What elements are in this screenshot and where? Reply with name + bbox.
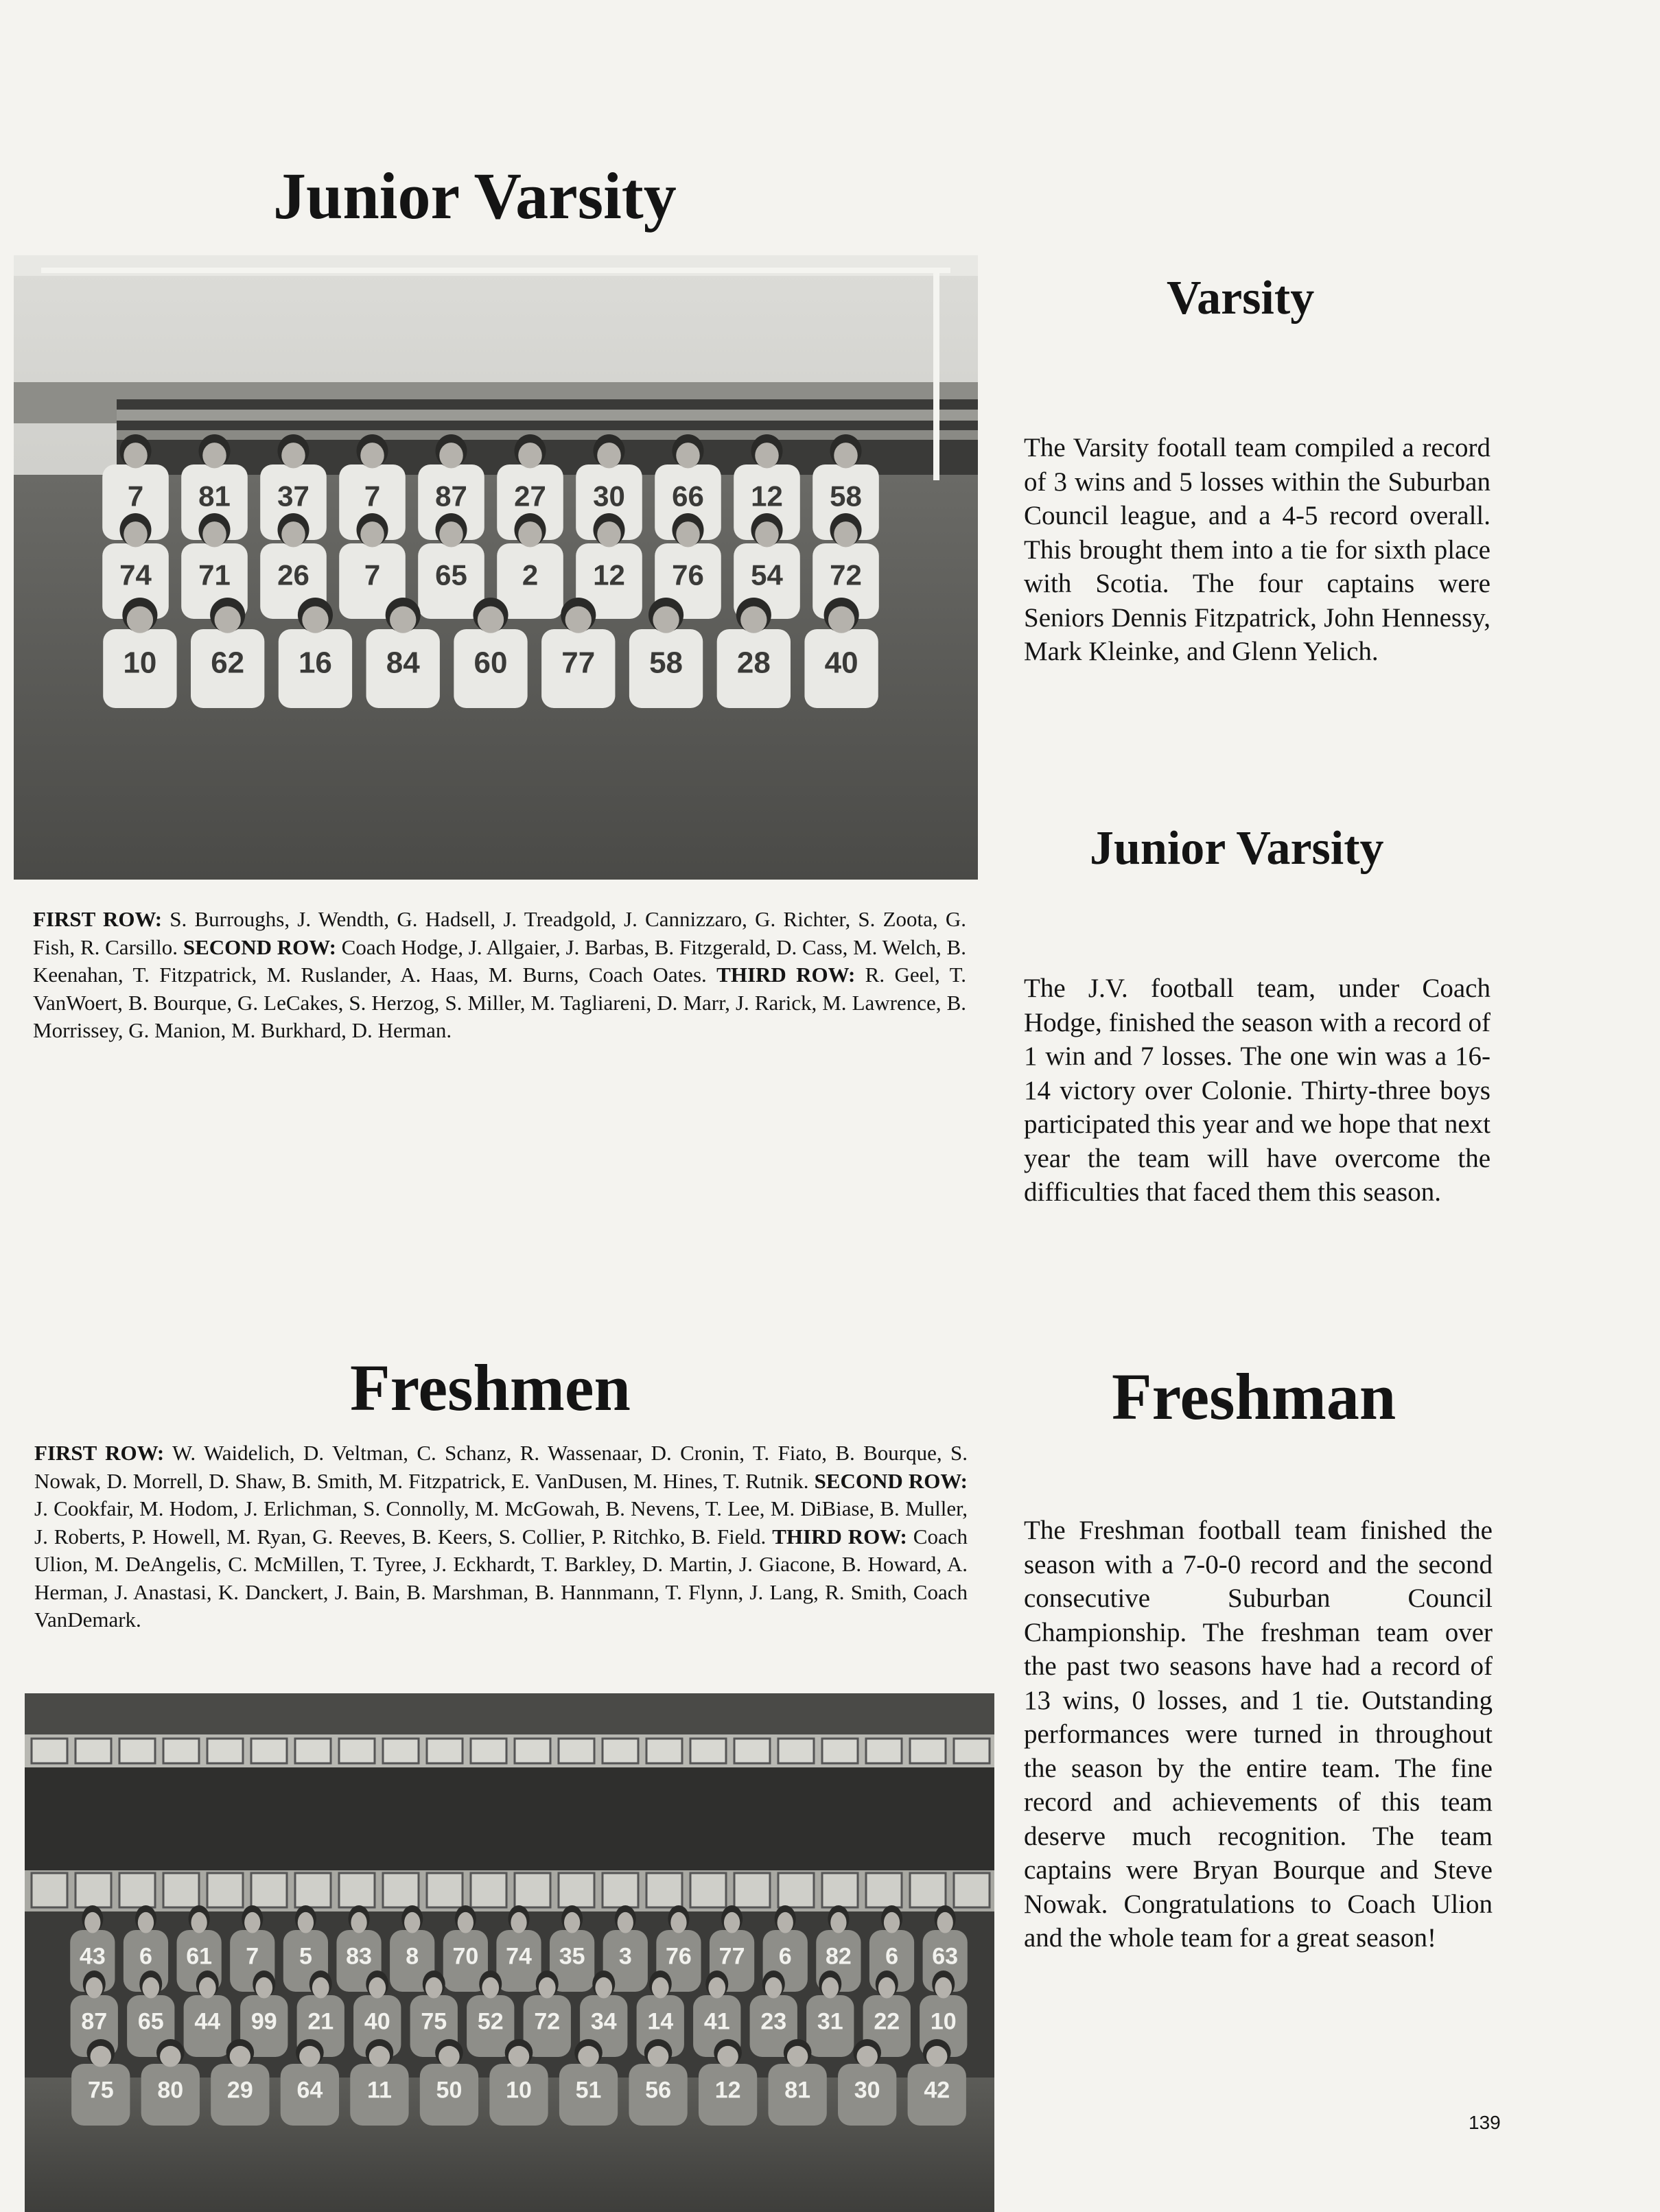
jersey-number: 87 xyxy=(81,2008,108,2035)
jersey-number: 56 xyxy=(645,2077,671,2104)
jv-photo-caption xyxy=(33,906,966,1045)
jersey-number: 81 xyxy=(784,2077,811,2104)
freshmen-photo-heading: Freshmen xyxy=(350,1351,631,1424)
caption-row-label: THIRD ROW: xyxy=(772,1524,907,1549)
jersey-number: 74 xyxy=(506,1943,532,1970)
jersey-number: 61 xyxy=(186,1943,213,1970)
jersey-number: 75 xyxy=(87,2077,114,2104)
freshman-text: The Freshman football team finished the season with a 7-0-0 record and the second consecutive Suburban Council Championship. The freshman team over the past two seasons have had a record of 13 wins, 0 losses, and 1 tie. Outstanding performances were turned in throughout the season by the entire team. The fine record and achievements of this team deserve much recognition. The team captains were Bryan Bourque and Steve Nowak. Congratulations to Coach Ulion and the whole team for a great season! xyxy=(1024,1516,1493,1953)
jersey-number: 75 xyxy=(421,2008,447,2035)
jersey-number: 41 xyxy=(703,2008,730,2035)
jersey-number: 65 xyxy=(137,2008,164,2035)
jersey-number: 63 xyxy=(932,1943,959,1970)
jersey-number: 71 xyxy=(198,558,231,591)
jersey-number: 31 xyxy=(817,2008,843,2035)
jersey-number: 3 xyxy=(618,1943,632,1970)
jersey-number: 7 xyxy=(364,480,381,513)
jersey-number: 10 xyxy=(506,2077,532,2104)
jersey-number: 42 xyxy=(924,2077,950,2104)
jersey-number: 12 xyxy=(593,558,625,591)
jersey-number: 83 xyxy=(346,1943,372,1970)
jersey-number: 5 xyxy=(299,1943,312,1970)
freshman-heading: Freshman xyxy=(1112,1360,1396,1433)
jersey-number: 7 xyxy=(246,1943,259,1970)
jersey-number: 27 xyxy=(514,480,546,513)
jersey-number: 6 xyxy=(885,1943,898,1970)
freshmen-team-photo xyxy=(25,1693,994,2212)
caption-names: Coach Hodge, J. Allgaier, J. Barbas, B. Fitzgerald, D. Cass, M. Welch, B. Keenahan, T. Fitzpatrick, M. Ruslander, A. Haas, M. Burns, Coach Oates. xyxy=(33,934,966,987)
jersey-number: 60 xyxy=(474,646,508,680)
caption-names: Coach Ulion, M. DeAngelis, C. McMillen, T. Tyree, J. Eckhardt, T. Barkley, D. Martin, J. Giacone, B. Howard, A. Herman, J. Anastasi, K. Danckert, J. Bain, B. Marshman, B. Hannmann, T. Flynn, J. Lang, R. Smith, Coach VanDemark. xyxy=(34,1524,968,1632)
jersey-number: 99 xyxy=(250,2008,277,2035)
jv-team-photo-image xyxy=(14,255,978,880)
jersey-number: 35 xyxy=(559,1943,585,1970)
jersey-number: 40 xyxy=(824,646,858,680)
jersey-number: 8 xyxy=(406,1943,419,1970)
jersey-number: 72 xyxy=(830,558,862,591)
varsity-heading: Varsity xyxy=(1167,272,1315,325)
jersey-number: 23 xyxy=(760,2008,787,2035)
caption-names: R. Geel, T. VanWoert, B. Bourque, G. LeCakes, S. Herzog, S. Miller, M. Tagliareni, D. Marr, J. Rarick, M. Lawrence, B. Morrissey, G. Manion, M. Burkhard, D. Herman. xyxy=(33,963,966,1042)
jersey-number: 10 xyxy=(930,2008,957,2035)
jersey-number: 84 xyxy=(386,646,420,680)
jersey-number: 76 xyxy=(666,1943,692,1970)
jersey-number: 50 xyxy=(436,2077,463,2104)
jersey-number: 58 xyxy=(830,480,862,513)
jersey-number: 82 xyxy=(825,1943,852,1970)
jv-heading: Junior Varsity xyxy=(1090,822,1384,875)
jersey-number: 12 xyxy=(751,480,783,513)
jersey-number: 54 xyxy=(751,558,783,591)
caption-row-label: FIRST ROW: xyxy=(34,1441,165,1465)
jersey-number: 22 xyxy=(874,2008,900,2035)
jersey-number: 77 xyxy=(561,646,596,680)
jersey-number: 74 xyxy=(119,558,152,591)
freshmen-photo-caption xyxy=(34,1439,968,1634)
jersey-number: 28 xyxy=(736,646,771,680)
jersey-number: 10 xyxy=(123,646,157,680)
freshmen-team-photo-image xyxy=(25,1693,994,2212)
jersey-number: 37 xyxy=(277,480,309,513)
jersey-number: 6 xyxy=(139,1943,152,1970)
jersey-number: 7 xyxy=(127,480,144,513)
jersey-number: 52 xyxy=(477,2008,504,2035)
jersey-number: 72 xyxy=(534,2008,561,2035)
jersey-number: 66 xyxy=(672,480,704,513)
jersey-number: 77 xyxy=(718,1943,745,1970)
jersey-number: 40 xyxy=(364,2008,390,2035)
jersey-number: 76 xyxy=(672,558,704,591)
jersey-number: 58 xyxy=(649,646,683,680)
jersey-number: 16 xyxy=(298,646,332,680)
caption-names: S. Burroughs, J. Wendth, G. Hadsell, J. Treadgold, J. Cannizzaro, G. Richter, S. Zoota, G. Fish, R. Carsillo. xyxy=(33,907,966,959)
varsity-text: The Varsity footall team compiled a record of 3 wins and 5 losses within the Suburban Council league, and a 4-5 record overall. This brought them into a tie for sixth place with Scotia. The four captains were Seniors Dennis Fitzpatrick, John Hennessy, Mark Kleinke, and Glenn Yelich. xyxy=(1024,433,1491,666)
jersey-number: 26 xyxy=(277,558,309,591)
jv-photo-heading: Junior Varsity xyxy=(273,159,677,233)
page-number: 139 xyxy=(1469,2112,1501,2133)
jv-text: The J.V. football team, under Coach Hodge, finished the season with a record of 1 win and 7 losses. The one win was a 16-14 victory over Colonie. Thirty-three boys participated this year and we hope that next year the team will have overcome the difficulties that faced them this season. xyxy=(1024,974,1491,1207)
jersey-number: 14 xyxy=(647,2008,674,2035)
jersey-number: 70 xyxy=(452,1943,479,1970)
caption-row-label: SECOND ROW: xyxy=(183,934,336,959)
jersey-number: 30 xyxy=(854,2077,880,2104)
jv-team-photo xyxy=(14,255,978,880)
caption-row-label: THIRD ROW: xyxy=(716,963,856,987)
jersey-number: 44 xyxy=(194,2008,221,2035)
caption-names: J. Cookfair, M. Hodom, J. Erlichman, S. Connolly, M. McGowah, B. Nevens, T. Lee, M. DiBiase, B. Muller, J. Roberts, P. Howell, M. Ryan, G. Reeves, B. Keers, S. Collier, P. Ritchko, B. Field. xyxy=(34,1496,968,1549)
jersey-number: 12 xyxy=(714,2077,741,2104)
jersey-number: 81 xyxy=(198,480,231,513)
caption-names: W. Waidelich, D. Veltman, C. Schanz, R. Wassenaar, D. Cronin, T. Fiato, B. Bourque, S. Nowak, D. Morrell, D. Shaw, B. Smith, M. Fitzpatrick, E. VanDusen, M. Hines, T. Rutnik. xyxy=(34,1441,968,1493)
jersey-number: 80 xyxy=(157,2077,184,2104)
caption-row-label: FIRST ROW: xyxy=(33,907,163,931)
jersey-number: 43 xyxy=(79,1943,106,1970)
jersey-number: 7 xyxy=(364,558,381,591)
jersey-number: 65 xyxy=(435,558,467,591)
jersey-number: 62 xyxy=(211,646,245,680)
jersey-number: 29 xyxy=(226,2077,253,2104)
caption-row-label: SECOND ROW: xyxy=(814,1468,968,1493)
jersey-number: 30 xyxy=(593,480,625,513)
jersey-number: 2 xyxy=(522,558,539,591)
jersey-number: 11 xyxy=(366,2077,392,2104)
jersey-number: 64 xyxy=(296,2077,323,2104)
jersey-number: 6 xyxy=(778,1943,792,1970)
jersey-number: 21 xyxy=(307,2008,334,2035)
jersey-number: 34 xyxy=(590,2008,617,2035)
jersey-number: 87 xyxy=(435,480,467,513)
jersey-number: 51 xyxy=(575,2077,602,2104)
